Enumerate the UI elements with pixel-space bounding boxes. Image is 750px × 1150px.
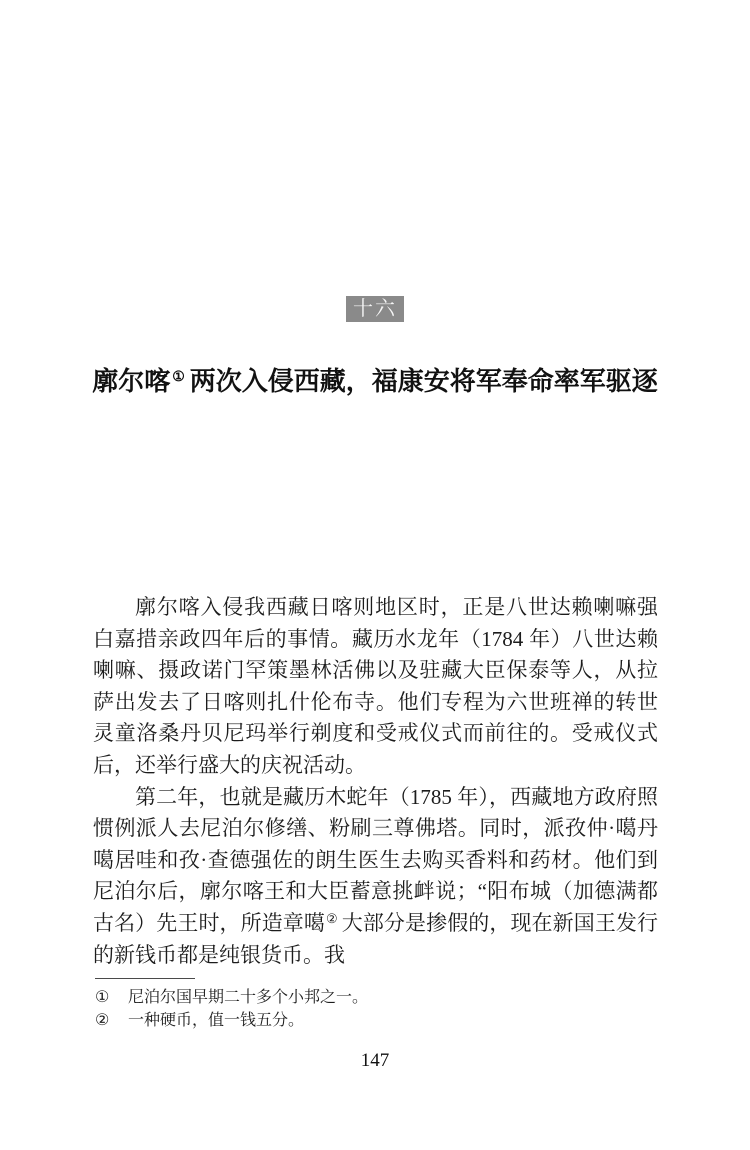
chapter-title <box>0 361 750 398</box>
body-paragraph-2-text: 第二年，也就是藏历木蛇年（1785 年），西藏地方政府照惯例派人去尼泊尔修缮、粉刷三尊佛塔。同时，派孜仲·噶丹噶居哇和孜·查德强佐的朗生医生去购买香料和药材。他们到尼泊尔后，廓尔喀王和大臣蓄意挑衅说；“阳布城（加德满都古名）先王时，所造章噶 <box>93 784 658 935</box>
footnote-ref-2: ② <box>326 910 338 926</box>
footnote-marker: ② <box>95 1011 110 1029</box>
body-paragraph-1: 廓尔喀入侵我西藏日喀则地区时，正是八世达赖喇嘛强白嘉措亲政四年后的事情。藏历水龙年（1784 年）八世达赖喇嘛、摄政诺门罕策墨林活佛以及驻藏大臣保泰等人，从拉萨出发去了日喀则扎什伦布寺。他们专程为六世班禅的转世灵童洛桑丹贝尼玛举行剃度和受戒仪式而前往的。受戒仪式后，还举行盛大的庆祝活动。 <box>93 595 658 777</box>
footnote-ref-1: ① <box>172 370 185 386</box>
footnote-text: 尼泊尔国早期二十多个小邦之一。 <box>128 989 369 1006</box>
footnote-text: 一种硬币，值一钱五分。 <box>128 1011 305 1029</box>
body-paragraph-2-text-rest: 大部分是掺假的，现在新国王发行的新钱币都是纯银货币。我 <box>93 910 659 967</box>
chapter-title-text-rest: 两次入侵西藏，福康安将军奉命率军驱逐 <box>189 367 658 397</box>
footnote-item <box>95 987 655 1010</box>
footnote-marker: ① <box>95 989 110 1006</box>
chapter-title-text: 廓尔喀 <box>92 367 171 397</box>
body-text <box>93 592 658 971</box>
footnotes-block <box>95 978 655 1032</box>
footnote-item <box>95 1010 655 1033</box>
body-paragraph-2 <box>93 782 658 972</box>
footnote-separator <box>95 978 195 979</box>
page-number: 147 <box>360 1050 390 1071</box>
chapter-number-badge: 十六 <box>346 296 404 322</box>
